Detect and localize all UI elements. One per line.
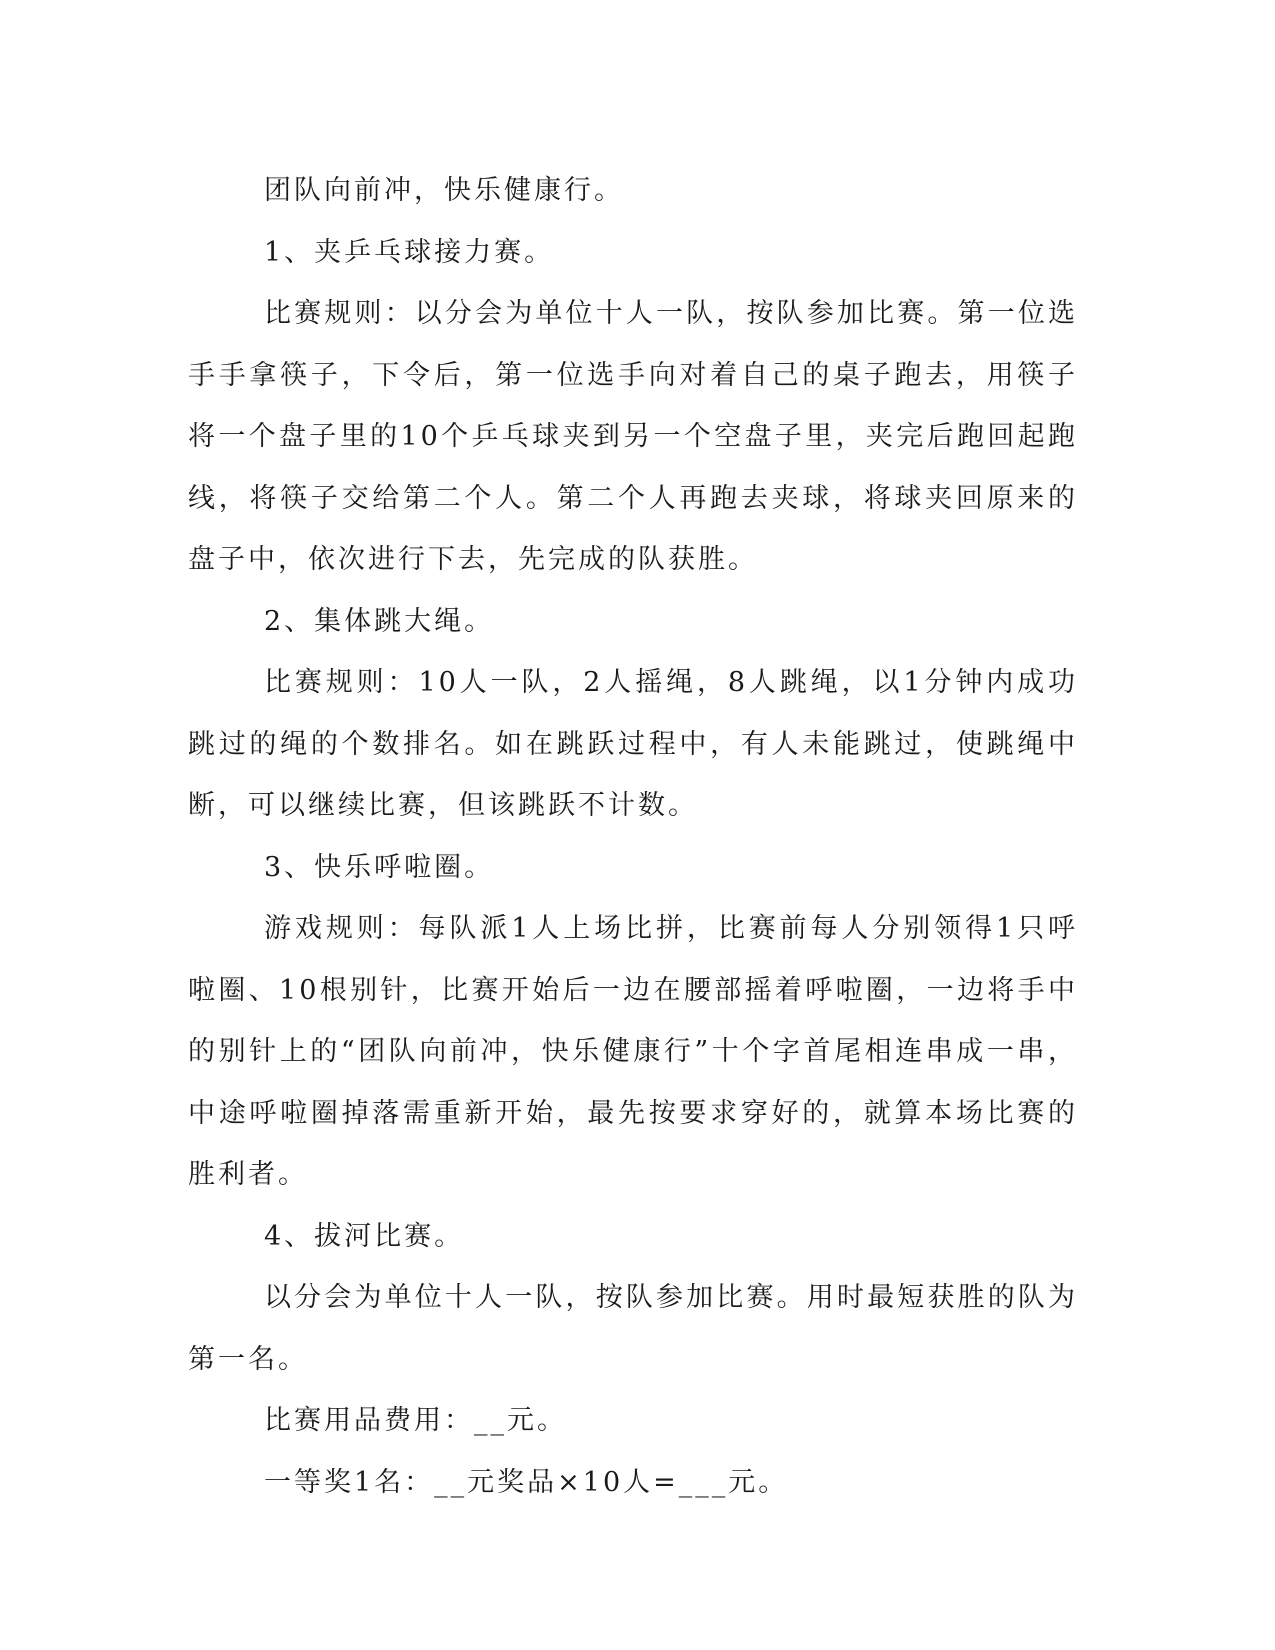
paragraph-rope-jump-rules: 比赛规则：10人一队，2人摇绳，8人跳绳，以1分钟内成功跳过的绳的个数排名。如在跳跃过程中，有人未能跳过，使跳绳中断，可以继续比赛，但该跳跃不计数。 bbox=[188, 667, 1078, 821]
heading-tug-of-war: 4、拔河比赛。 bbox=[264, 1220, 465, 1252]
heading-hula-hoop: 3、快乐呼啦圈。 bbox=[264, 851, 495, 883]
paragraph-hula-hoop-rules: 游戏规则：每队派1人上场比拼，比赛前每人分别领得1只呼啦圈、10根别针，比赛开始后一边在腰部摇着呼啦圈，一边将手中的别针上的“团队向前冲，快乐健康行”十个字首尾相连串成一串，中途呼啦圈掉落需重新开始，最先按要求穿好的，就算本场比赛的胜利者。 bbox=[188, 913, 1078, 1190]
paragraph-slogan: 团队向前冲，快乐健康行。 bbox=[264, 175, 624, 206]
paragraph-tug-of-war-rules: 以分会为单位十人一队，按队参加比赛。用时最短获胜的队为第一名。 bbox=[188, 1282, 1078, 1375]
paragraph-first-prize: 一等奖1名：__元奖品×10人=___元。 bbox=[264, 1466, 789, 1498]
heading-ping-pong-relay: 1、夹乒乓球接力赛。 bbox=[264, 236, 555, 268]
paragraph-ping-pong-rules: 比赛规则：以分会为单位十人一队，按队参加比赛。第一位选手手拿筷子，下令后，第一位选手向对着自己的桌子跑去，用筷子将一个盘子里的10个乒乓球夹到另一个空盘子里，夹完后跑回起跑线，将筷子交给第二个人。第二个人再跑去夹球，将球夹回原来的盘子中，依次进行下去，先完成的队获胜。 bbox=[188, 298, 1078, 575]
paragraph-equipment-cost: 比赛用品费用：__元。 bbox=[264, 1405, 567, 1436]
document-body bbox=[188, 160, 1078, 1513]
heading-group-rope-jump: 2、集体跳大绳。 bbox=[264, 605, 495, 637]
